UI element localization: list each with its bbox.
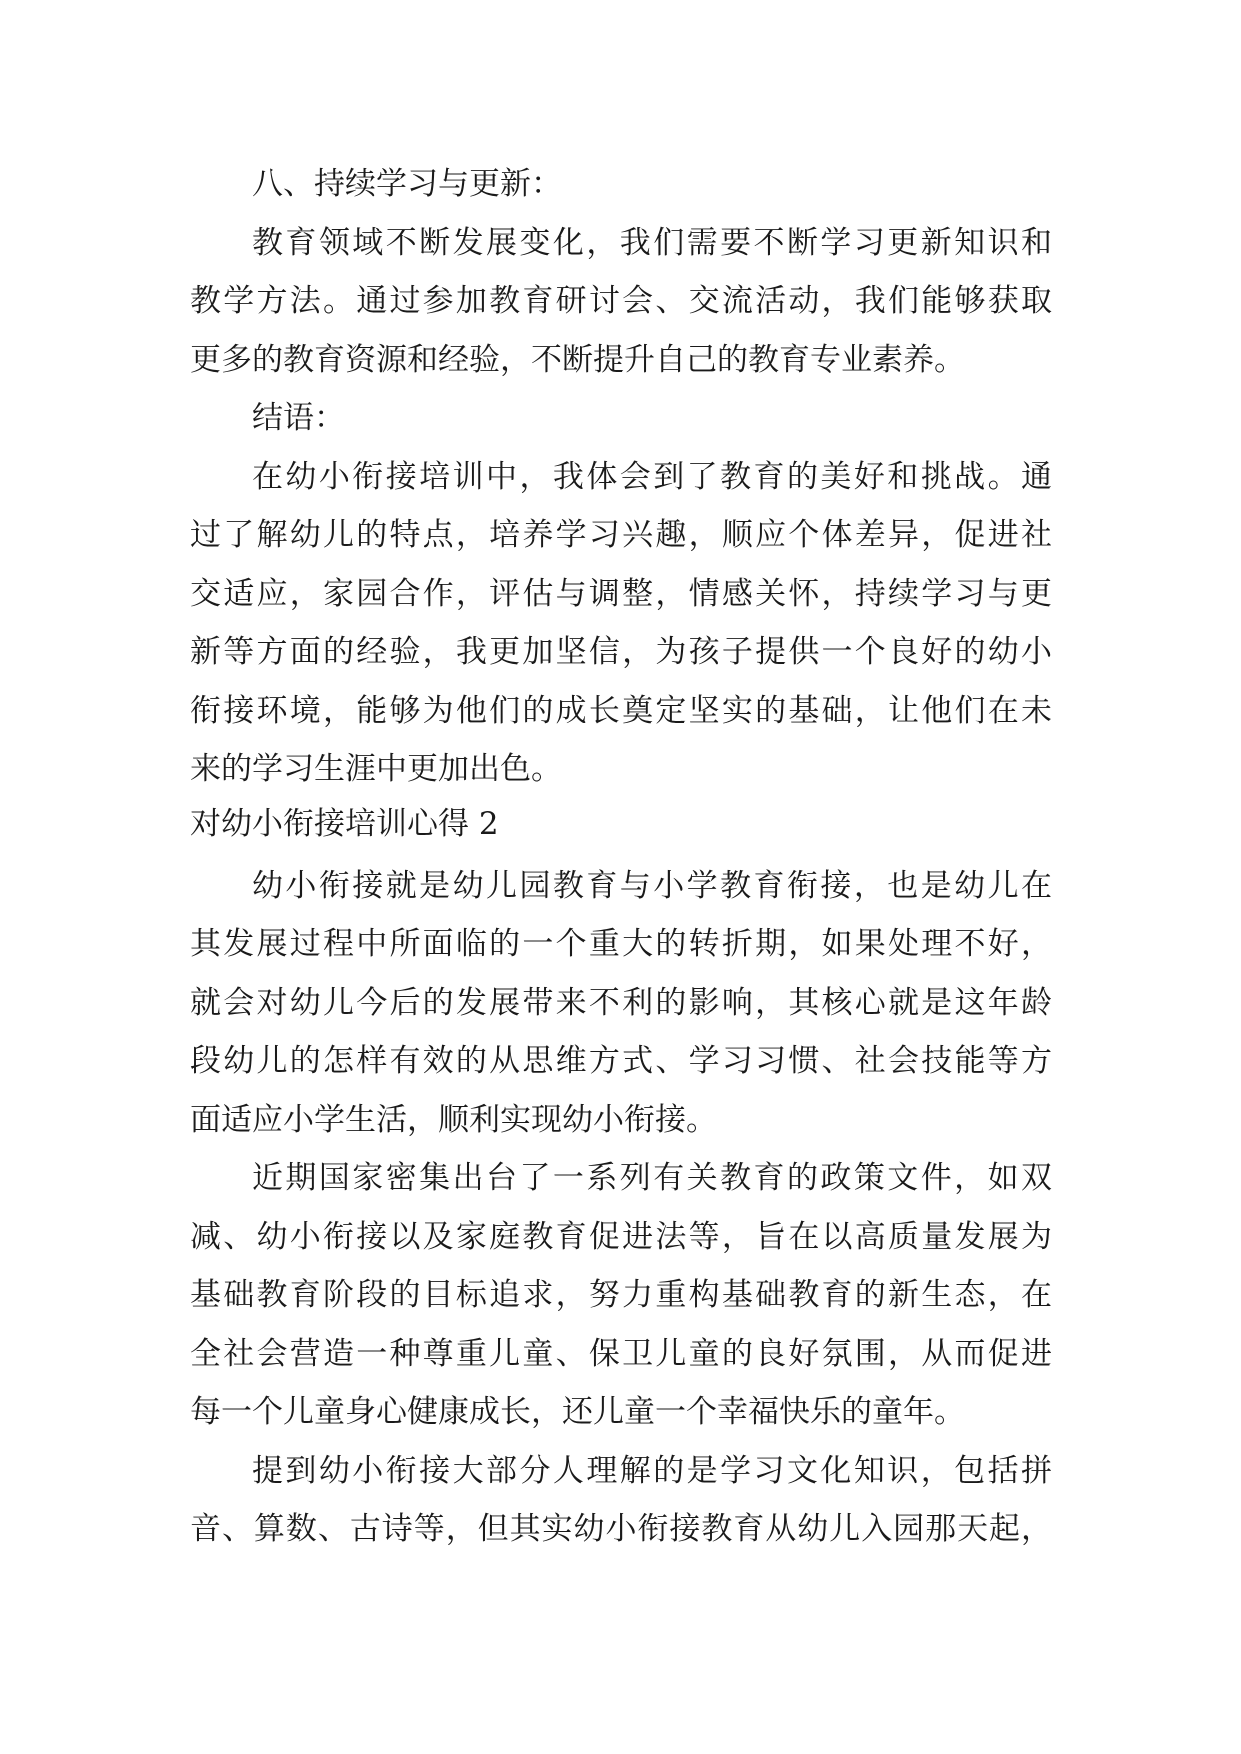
text-line: 其发展过程中所面临的一个重大的转折期，如果处理不好， <box>190 926 1052 962</box>
text-line: 在幼小衔接培训中，我体会到了教育的美好和挑战。通 <box>252 458 1052 495</box>
text-line: 教育领域不断发展变化，我们需要不断学习更新知识和 <box>252 224 1052 261</box>
text-line: 更多的教育资源和经验，不断提升自己的教育专业素养。 <box>190 341 965 378</box>
section-heading: 八、持续学习与更新： <box>252 166 562 202</box>
text-line: 新等方面的经验，我更加坚信，为孩子提供一个良好的幼小 <box>190 634 1052 670</box>
text-line: 基础教育阶段的目标追求，努力重构基础教育的新生态，在 <box>190 1277 1052 1313</box>
text-line: 近期国家密集出台了一系列有关教育的政策文件，如双 <box>252 1160 1052 1196</box>
text-line: 就会对幼儿今后的发展带来不利的影响，其核心就是这年龄 <box>190 984 1052 1021</box>
document-body <box>190 155 1052 1559</box>
text-line: 全社会营造一种尊重儿童、保卫儿童的良好氛围，从而促进 <box>190 1335 1052 1372</box>
text-line: 过了解幼儿的特点，培养学习兴趣，顺应个体差异，促进社 <box>190 517 1052 553</box>
section-heading: 结语： <box>252 400 345 436</box>
article-title: 对幼小衔接培训心得 2 <box>190 805 499 842</box>
text-line: 交适应，家园合作，评估与调整，情感关怀，持续学习与更 <box>190 575 1052 612</box>
text-line: 提到幼小衔接大部分人理解的是学习文化知识，包括拼 <box>252 1452 1052 1489</box>
text-line: 幼小衔接就是幼儿园教育与小学教育衔接，也是幼儿在 <box>252 867 1052 904</box>
text-line: 每一个儿童身心健康成长，还儿童一个幸福快乐的童年。 <box>190 1394 965 1430</box>
text-line: 衔接环境，能够为他们的成长奠定坚实的基础，让他们在未 <box>190 692 1052 729</box>
text-line: 面适应小学生活，顺利实现幼小衔接。 <box>190 1101 717 1138</box>
text-line: 教学方法。通过参加教育研讨会、交流活动，我们能够获取 <box>190 283 1052 319</box>
text-line: 减、幼小衔接以及家庭教育促进法等，旨在以高质量发展为 <box>190 1218 1052 1255</box>
text-line: 音、算数、古诗等，但其实幼小衔接教育从幼儿入园那天起， <box>190 1511 1052 1547</box>
text-line: 段幼儿的怎样有效的从思维方式、学习习惯、社会技能等方 <box>190 1043 1052 1079</box>
text-line: 来的学习生涯中更加出色。 <box>190 751 562 787</box>
